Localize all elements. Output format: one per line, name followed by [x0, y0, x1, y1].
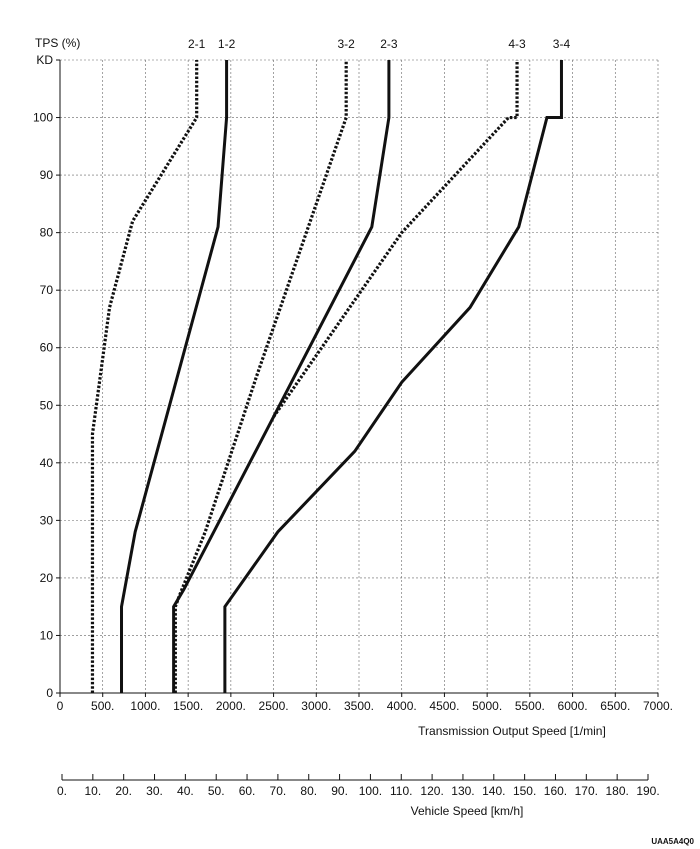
x-tick-label: 3000.	[301, 699, 332, 713]
series-label-1-2: 1-2	[217, 37, 236, 51]
y-tick-label: KD	[36, 53, 53, 67]
series-lines	[92, 60, 561, 693]
y-tick-label: 10	[39, 628, 53, 643]
x2-tick-label: 130.	[451, 784, 475, 798]
x-tick-label: 5000.	[472, 699, 503, 713]
x2-tick-label: 170.	[574, 784, 598, 798]
series-line-3-4	[225, 60, 562, 693]
x-tick-label: 6000.	[557, 699, 588, 713]
x-tick-label: 1500.	[173, 699, 204, 713]
y-tick-label: 90	[39, 168, 53, 183]
series-label-3-4: 3-4	[552, 37, 571, 51]
x-tick-label: 7000.	[642, 699, 674, 713]
x-tick-label: 3500.	[343, 699, 375, 713]
y-tick-label: 80	[39, 225, 53, 240]
x2-tick-label: 80.	[300, 784, 318, 798]
series-line-4-3	[274, 60, 517, 417]
image-code: UAA5A4Q0	[651, 837, 694, 846]
x-tick-label: 4000.	[386, 699, 417, 713]
y-tick-label: 20	[39, 570, 53, 585]
y-axis-label: TPS (%)	[35, 36, 81, 50]
series-label-2-1: 2-1	[188, 37, 206, 51]
series-label-2-3: 2-3	[380, 37, 398, 51]
x-tick-label: 2000.	[215, 699, 246, 713]
x2-tick-label: 50.	[207, 784, 225, 798]
y-tick-label: 100	[32, 110, 53, 125]
x-tick-label: 500.	[91, 699, 115, 713]
axes	[33, 53, 673, 713]
x2-tick-label: 30.	[146, 784, 163, 798]
vehicle-speed-axis	[57, 774, 660, 798]
x2-tick-label: 100.	[358, 784, 383, 798]
x2-tick-label: 20.	[115, 784, 133, 798]
x2-tick-label: 120.	[420, 784, 444, 798]
x-tick-label: 4500.	[429, 699, 460, 713]
x2-tick-label: 10.	[84, 784, 102, 798]
x2-tick-label: 110.	[390, 784, 413, 798]
series-line-1-2	[122, 60, 227, 693]
x-tick-label: 1000.	[130, 699, 161, 713]
x-tick-label: 2500.	[258, 699, 289, 713]
x-tick-label: 6500.	[600, 699, 631, 713]
y-tick-label: 70	[39, 283, 53, 298]
y-tick-label: 40	[39, 455, 53, 470]
x2-tick-label: 160.	[543, 784, 568, 798]
x2-tick-label: 70.	[269, 784, 287, 798]
y-tick-label: 60	[39, 340, 53, 355]
x2-axis-label: Vehicle Speed [km/h]	[410, 804, 524, 818]
y-tick-label: 30	[39, 513, 53, 528]
x2-tick-label: 90.	[331, 784, 348, 798]
x2-tick-label: 60.	[238, 784, 256, 798]
labels	[188, 37, 570, 51]
x2-tick-label: 40.	[177, 784, 194, 798]
x-axis-label: Transmission Output Speed [1/min]	[418, 724, 606, 738]
x2-tick-label: 0.	[56, 784, 68, 798]
y-tick-label: 0	[46, 686, 53, 700]
x-tick-label: 5500.	[514, 699, 545, 713]
x2-tick-label: 140.	[482, 784, 506, 798]
series-label-4-3: 4-3	[508, 37, 526, 51]
x2-tick-label: 180.	[605, 784, 629, 798]
series-line-2-3	[174, 60, 389, 693]
series-label-3-2: 3-2	[337, 37, 355, 51]
x-tick-label: 0	[56, 699, 64, 713]
series-line-3-2	[175, 60, 346, 693]
x2-tick-label: 150.	[512, 784, 537, 798]
y-tick-label: 50	[39, 398, 53, 413]
grid	[60, 60, 658, 693]
x2-tick-label: 190.	[636, 784, 660, 798]
series-line-2-1	[92, 60, 196, 693]
